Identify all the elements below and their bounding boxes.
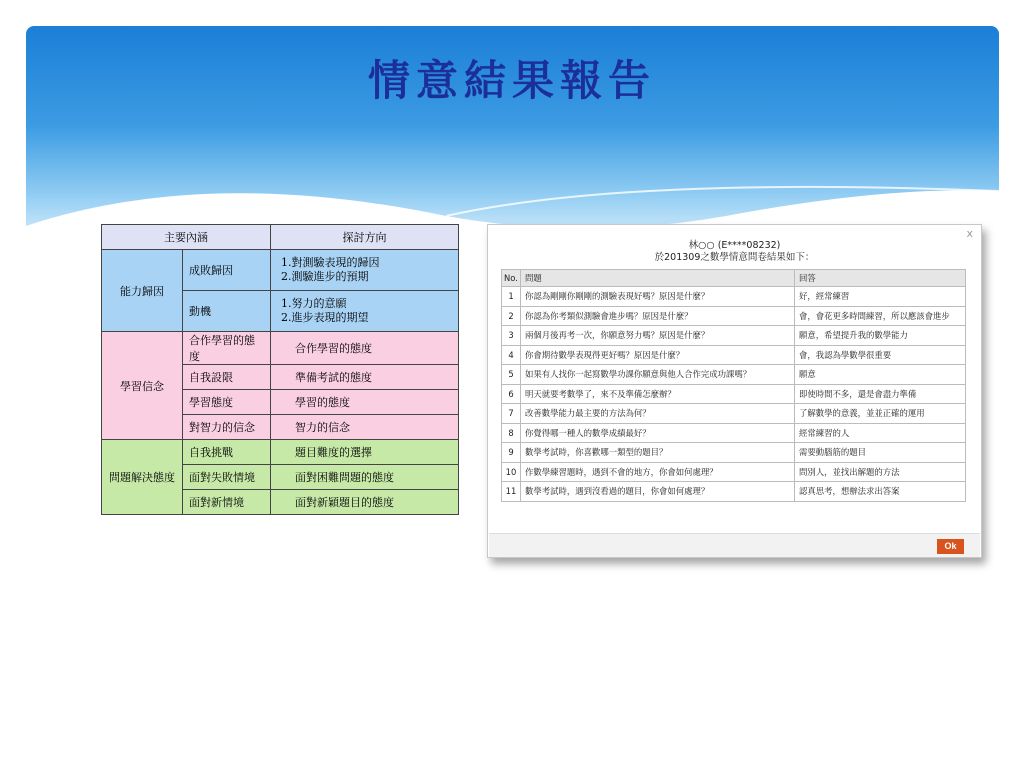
row-item: 動機: [183, 291, 271, 332]
table-row: [502, 384, 966, 404]
column-header-answer: 回答: [795, 270, 966, 287]
table-row: [502, 326, 966, 346]
direction-line: 1.努力的意願: [281, 297, 347, 310]
row-question: 明天就要考數學了，來不及準備怎麼辦？: [521, 384, 795, 404]
table-row: [502, 345, 966, 365]
table-row: [502, 462, 966, 482]
row-item: 學習態度: [183, 390, 271, 415]
table-row: [502, 423, 966, 443]
table-row: [102, 332, 459, 365]
row-question: 你認為你考類似測驗會進步嗎？原因是什麼？: [521, 306, 795, 326]
row-number: 6: [502, 384, 521, 404]
row-number: 8: [502, 423, 521, 443]
results-body: [502, 287, 966, 502]
row-item: 合作學習的態度: [183, 332, 271, 365]
row-direction: 面對困難問題的態度: [271, 465, 459, 490]
results-header-row: [502, 270, 966, 287]
group-name: 能力歸因: [102, 250, 183, 332]
row-question: 如果有人找你一起寫數學功課你願意與他人合作完成功課嗎？: [521, 365, 795, 385]
row-direction: [271, 291, 459, 332]
row-answer: 問別人，並找出解題的方法: [795, 462, 966, 482]
header-direction: 探討方向: [271, 225, 459, 250]
table-row: [102, 440, 459, 465]
row-item: 對智力的信念: [183, 415, 271, 440]
table-header-row: [102, 225, 459, 250]
row-question: 作數學練習題時，遇到不會的地方，你會如何處理？: [521, 462, 795, 482]
column-header-no: No.: [502, 270, 521, 287]
questionnaire-result-dialog: [487, 224, 982, 558]
row-direction: 面對新穎題目的態度: [271, 490, 459, 515]
row-answer: 需要動腦筋的題目: [795, 443, 966, 463]
row-direction: 準備考試的態度: [271, 365, 459, 390]
row-question: 兩個月後再考一次，你願意努力嗎？原因是什麼？: [521, 326, 795, 346]
row-number: 4: [502, 345, 521, 365]
dialog-header: [488, 240, 981, 264]
row-direction: 學習的態度: [271, 390, 459, 415]
row-question: 改善數學能力最主要的方法為何？: [521, 404, 795, 424]
table-row: [502, 287, 966, 307]
row-answer: 願意: [795, 365, 966, 385]
row-question: 數學考試時，遇到沒看過的題目，你會如何處理？: [521, 482, 795, 502]
row-number: 5: [502, 365, 521, 385]
row-direction: 題目難度的選擇: [271, 440, 459, 465]
row-direction: [271, 250, 459, 291]
row-answer: 會，我認為學數學很重要: [795, 345, 966, 365]
row-question: 你認為剛剛你剛剛的測驗表現好嗎？原因是什麼？: [521, 287, 795, 307]
row-number: 9: [502, 443, 521, 463]
results-table: [501, 269, 966, 502]
row-answer: 即使時間不多，還是會盡力準備: [795, 384, 966, 404]
row-answer: 了解數學的意義，並並正確的運用: [795, 404, 966, 424]
row-direction: 智力的信念: [271, 415, 459, 440]
row-number: 2: [502, 306, 521, 326]
column-header-question: 問題: [521, 270, 795, 287]
table-row: [502, 443, 966, 463]
group-name: 問題解決態度: [102, 440, 183, 515]
row-item: 面對新情境: [183, 490, 271, 515]
group-name: 學習信念: [102, 332, 183, 440]
row-item: 面對失敗情境: [183, 465, 271, 490]
table-row: [502, 365, 966, 385]
direction-line: 2.測驗進步的預期: [281, 270, 369, 283]
row-answer: 認真思考，想辦法求出答案: [795, 482, 966, 502]
row-answer: 願意，希望提升我的數學能力: [795, 326, 966, 346]
row-number: 11: [502, 482, 521, 502]
row-item: 自我挑戰: [183, 440, 271, 465]
row-number: 1: [502, 287, 521, 307]
row-number: 7: [502, 404, 521, 424]
row-answer: 好，經常練習: [795, 287, 966, 307]
header-main-content: 主要內涵: [102, 225, 271, 250]
affective-framework-table: [101, 224, 459, 515]
direction-line: 1.對測驗表現的歸因: [281, 256, 380, 269]
row-answer: 會，會花更多時間練習，所以應該會進步: [795, 306, 966, 326]
row-number: 3: [502, 326, 521, 346]
table-row: [502, 306, 966, 326]
table-row: [502, 404, 966, 424]
row-question: 數學考試時，你喜歡哪一類型的題目？: [521, 443, 795, 463]
row-question: 你覺得哪一種人的數學成績最好？: [521, 423, 795, 443]
slide-title: 情意結果報告: [367, 56, 656, 105]
table-row: [502, 482, 966, 502]
result-intro-line: 於201309之數學情意問卷結果如下：: [654, 252, 815, 263]
row-question: 你會期待數學表現得更好嗎？原因是什麼？: [521, 345, 795, 365]
close-icon[interactable]: x: [966, 227, 973, 240]
dialog-footer: [489, 533, 980, 557]
row-number: 10: [502, 462, 521, 482]
row-item: 自我設限: [183, 365, 271, 390]
ok-button[interactable]: Ok: [937, 539, 964, 554]
table-row: [102, 250, 459, 291]
row-item: 成敗歸因: [183, 250, 271, 291]
student-id-line: 林○○ (E****08232): [688, 240, 781, 251]
row-answer: 經常練習的人: [795, 423, 966, 443]
direction-line: 2.進步表現的期望: [281, 311, 369, 324]
row-direction: 合作學習的態度: [271, 332, 459, 365]
